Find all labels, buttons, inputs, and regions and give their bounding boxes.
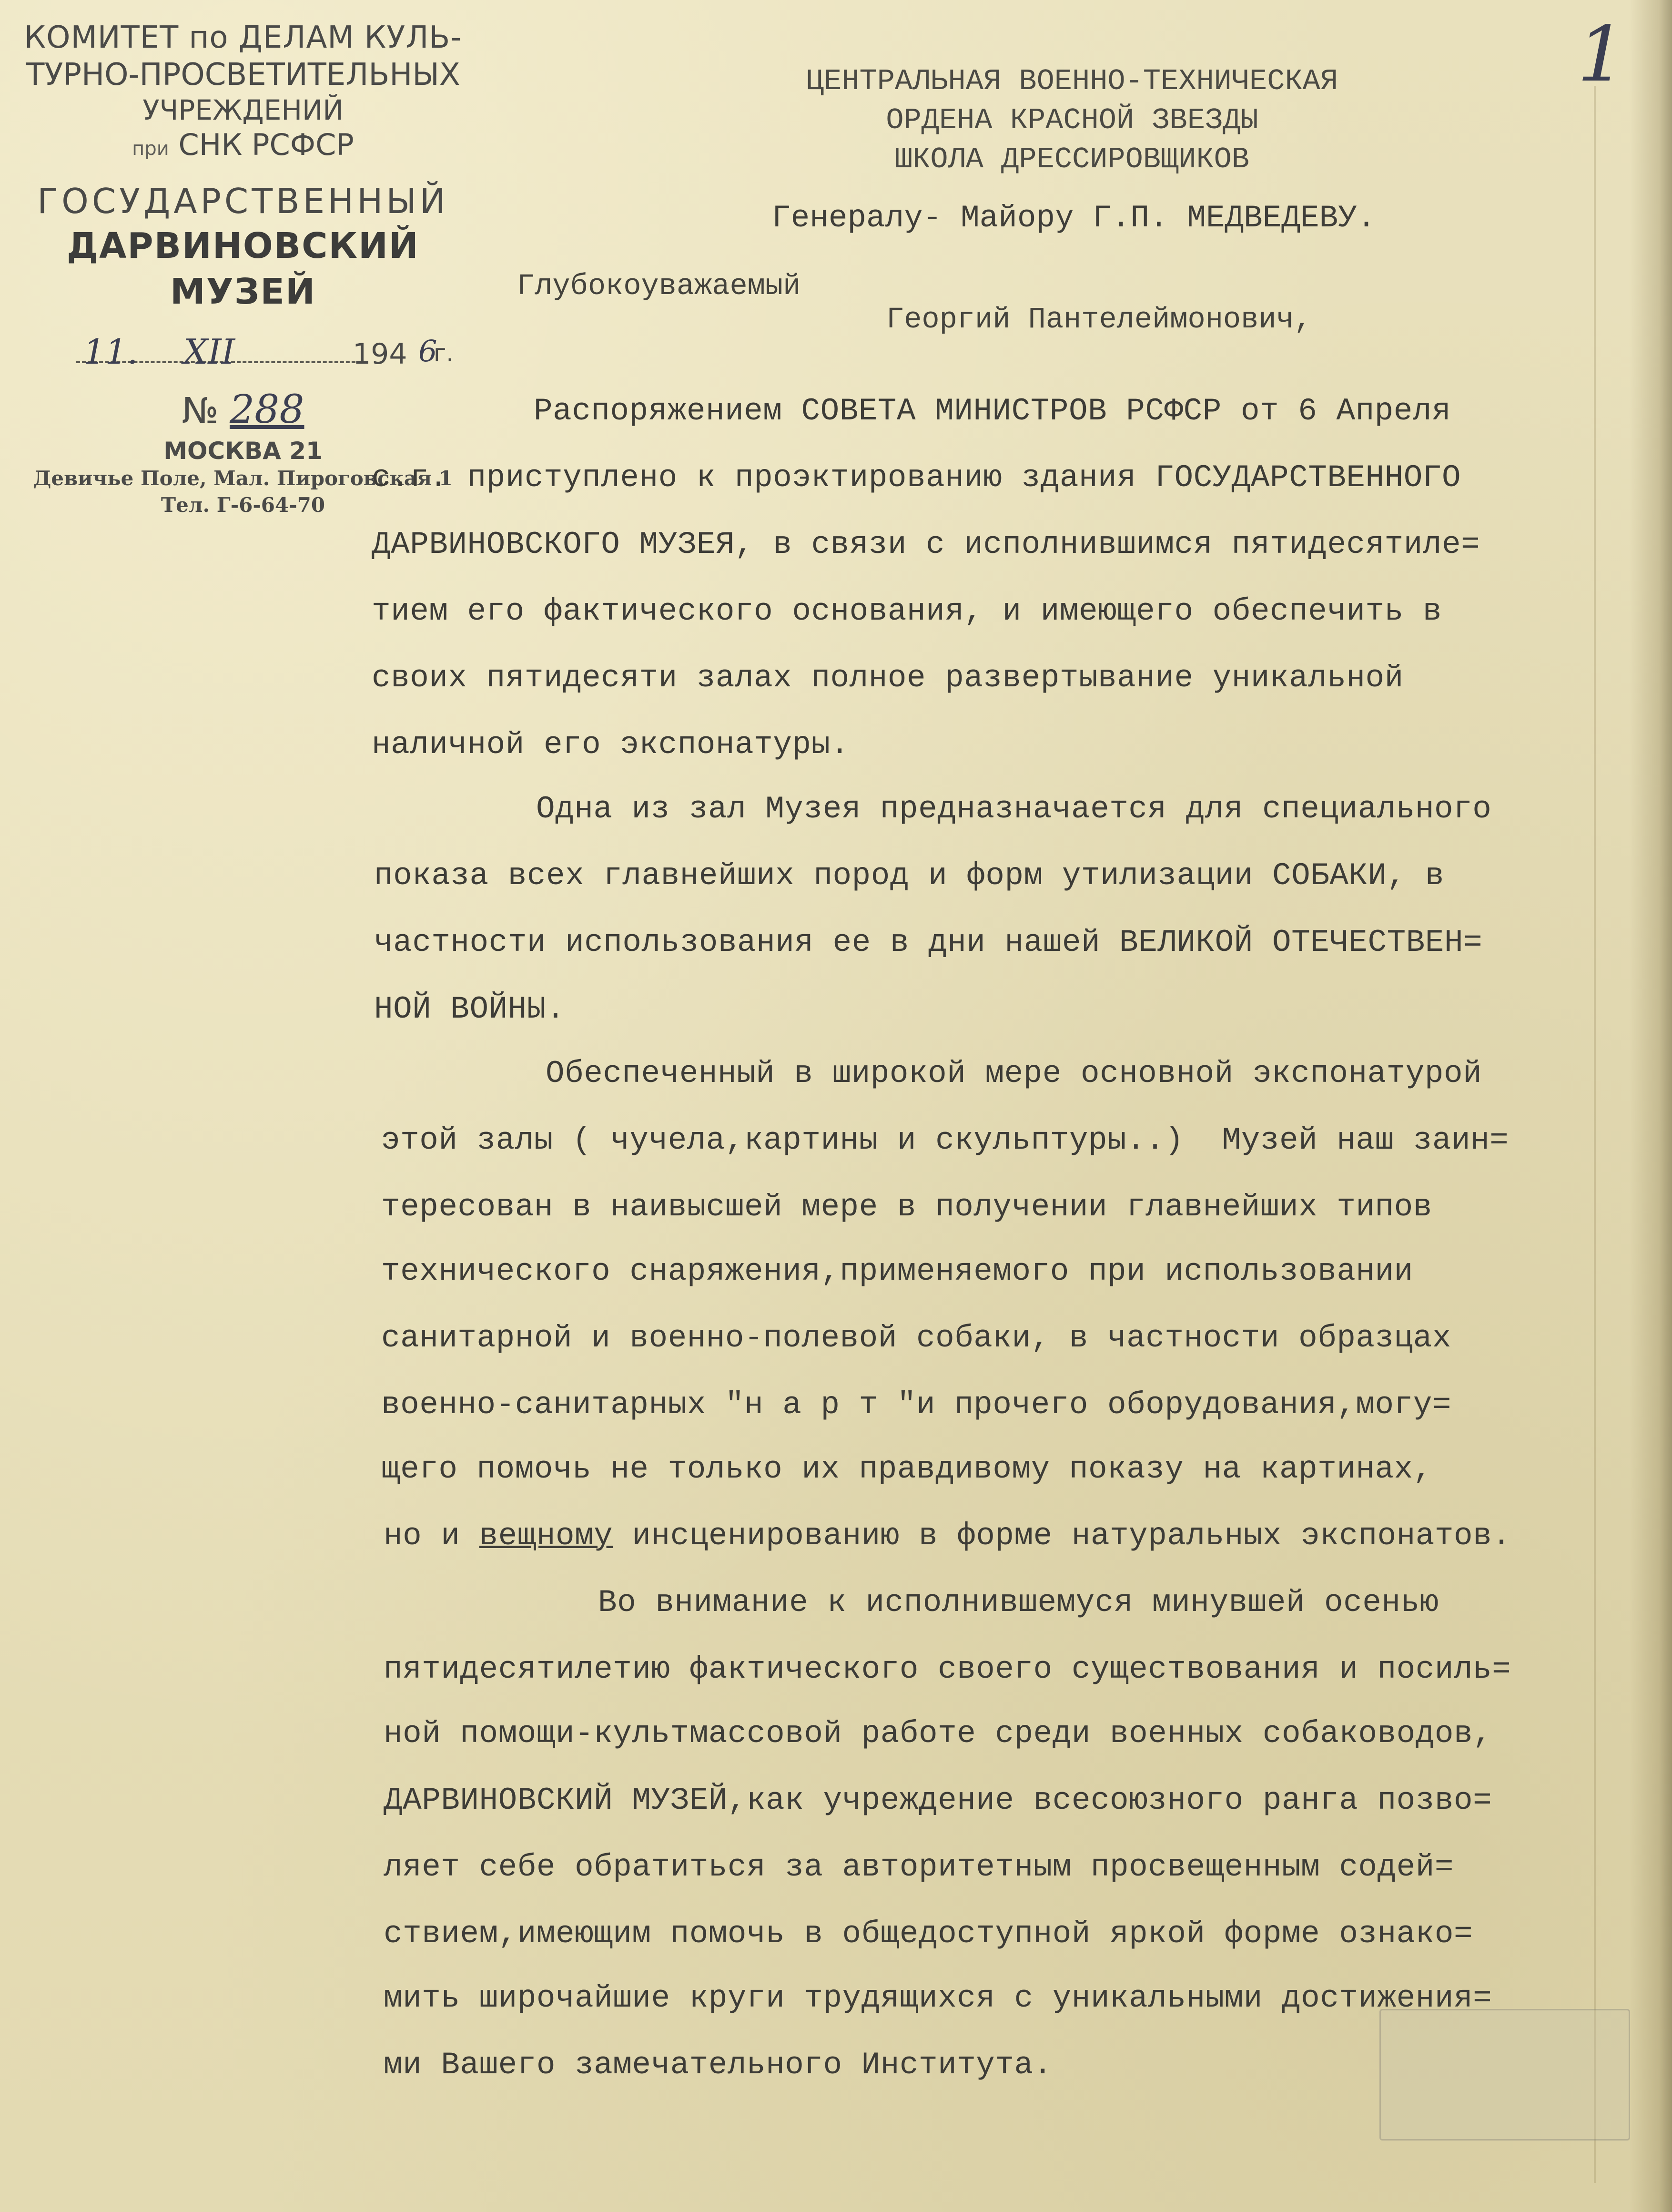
faded-archive-stamp: [1379, 2009, 1630, 2141]
body-line: Одна из зал Музея предназначается для специального: [536, 791, 1492, 827]
body-line: ДАРВИНОВСКОГО МУЗЕЯ, в связи с исполнившимся пятидесятиле=: [372, 527, 1480, 562]
body-line: ной помощи-культмассовой работе среди военных собаководов,: [384, 1716, 1492, 1752]
stamp-date-suffix: г.: [434, 339, 454, 367]
body-line: этой залы ( чучела,картины и скульптуры..) Музей наш заин=: [381, 1122, 1509, 1158]
body-line: ДАРВИНОВСКИЙ МУЗЕЙ,как учреждение всесоюзного ранга позво=: [384, 1783, 1492, 1818]
body-line-start: но и: [384, 1518, 479, 1554]
salutation-line-2: Георгий Пантелеймонович,: [886, 303, 1312, 336]
body-line: [384, 1518, 1511, 1554]
body-line-end: инсценированию в форме натуральных экспонатов.: [613, 1518, 1511, 1554]
body-line: ствием,имеющим помочь в общедоступной яркой форме ознако=: [384, 1916, 1473, 1952]
body-line: технического снаряжения,применяемого при использовании: [381, 1254, 1413, 1289]
body-line: Обеспеченный в широкой мере основной экспонатурой: [546, 1056, 1482, 1091]
letter-header: [691, 62, 1453, 179]
stamp-number: [19, 387, 467, 434]
stamp-date: [19, 332, 467, 375]
stamp-city: МОСКВА 21: [163, 437, 323, 465]
stamp-line-snk: [19, 127, 467, 167]
page-edge-shadow: [1629, 0, 1672, 2212]
stamp-snk-text: СНК РСФСР: [178, 127, 354, 162]
stamp-line-uchrezhdeniy: УЧРЕЖДЕНИЙ: [142, 94, 344, 126]
stamp-phone: Тел. Г-6-64-70: [161, 493, 325, 517]
body-line: щего помочь не только их правдивому показу на картинах,: [381, 1451, 1432, 1487]
stamp-date-year-hand: 6: [418, 334, 437, 368]
body-line: тересован в наивысшей мере в получении главнейших типов: [381, 1189, 1432, 1225]
body-line: военно-санитарных "н а р т "и прочего оборудования,могу=: [381, 1387, 1451, 1423]
body-line: своих пятидесяти залах полное развертывание уникальной: [372, 660, 1404, 696]
body-line: Во внимание к исполнившемуся минувшей осенью: [598, 1585, 1439, 1621]
body-line: ми Вашего замечательного Института.: [384, 2047, 1053, 2083]
body-line: наличной его экспонатуры.: [372, 727, 850, 763]
body-line: Распоряжением СОВЕТА МИНИСТРОВ РСФСР от 6 Апреля: [534, 393, 1451, 429]
body-line: с.г. приступлено к проэктированию здания ГОСУДАРСТВЕННОГО: [372, 460, 1461, 496]
recipient: Генералу- Майору Г.П. МЕДВЕДЕВУ.: [772, 200, 1376, 236]
underlined-word: вещному: [479, 1518, 613, 1554]
header-line-3: ШКОЛА ДРЕССИРОВЩИКОВ: [894, 143, 1250, 176]
body-line: санитарной и военно-полевой собаки, в частности образцах: [381, 1320, 1451, 1356]
body-line: ляет себе обратиться за авторитетным просвещенным содей=: [384, 1849, 1454, 1885]
body-line: показа всех главнейших пород и форм утилизации СОБАКИ, в: [374, 858, 1444, 894]
body-line: пятидесятилетию фактического своего существования и посиль=: [384, 1651, 1511, 1687]
page-number: 1: [1577, 10, 1626, 99]
stamp-number-label: №: [182, 390, 219, 431]
body-line: частности использования ее в дни нашей ВЕЛИКОЙ ОТЕЧЕСТВЕН=: [374, 925, 1483, 960]
stamp-line-state: ГОСУДАРСТВЕННЫЙ: [37, 181, 449, 221]
body-line: мить широчайшие круги трудящихся с уникальными достижения=: [384, 1980, 1492, 2016]
header-line-1: ЦЕНТРАЛЬНАЯ ВОЕННО-ТЕХНИЧЕСКАЯ: [806, 64, 1338, 98]
salutation-line-1: Глубокоуважаемый: [517, 269, 801, 303]
header-line-2: ОРДЕНА КРАСНОЙ ЗВЕЗДЫ: [886, 103, 1258, 137]
stamp-address: Девичье Поле, Мал. Пироговская 1: [33, 467, 453, 490]
stamp-date-month: XII: [183, 332, 235, 372]
paper-fold: [1594, 86, 1596, 2183]
registration-stamp: [19, 19, 467, 519]
stamp-pri: при: [132, 138, 169, 160]
body-line: тием его фактического основания, и имеющего обеспечить в: [372, 593, 1442, 629]
stamp-line-institutions: ТУРНО-ПРОСВЕТИТЕЛЬНЫХ: [26, 57, 460, 92]
stamp-line-committee: КОМИТЕТ по ДЕЛАМ КУЛЬ-: [24, 20, 462, 55]
body-line: НОЙ ВОЙНЫ.: [374, 991, 566, 1027]
stamp-date-day: 11.: [83, 332, 138, 372]
stamp-date-year: 194: [353, 337, 407, 371]
stamp-number-value: 288: [229, 387, 304, 432]
stamp-line-museum: ДАРВИНОВСКИЙ МУЗЕЙ: [67, 225, 419, 312]
